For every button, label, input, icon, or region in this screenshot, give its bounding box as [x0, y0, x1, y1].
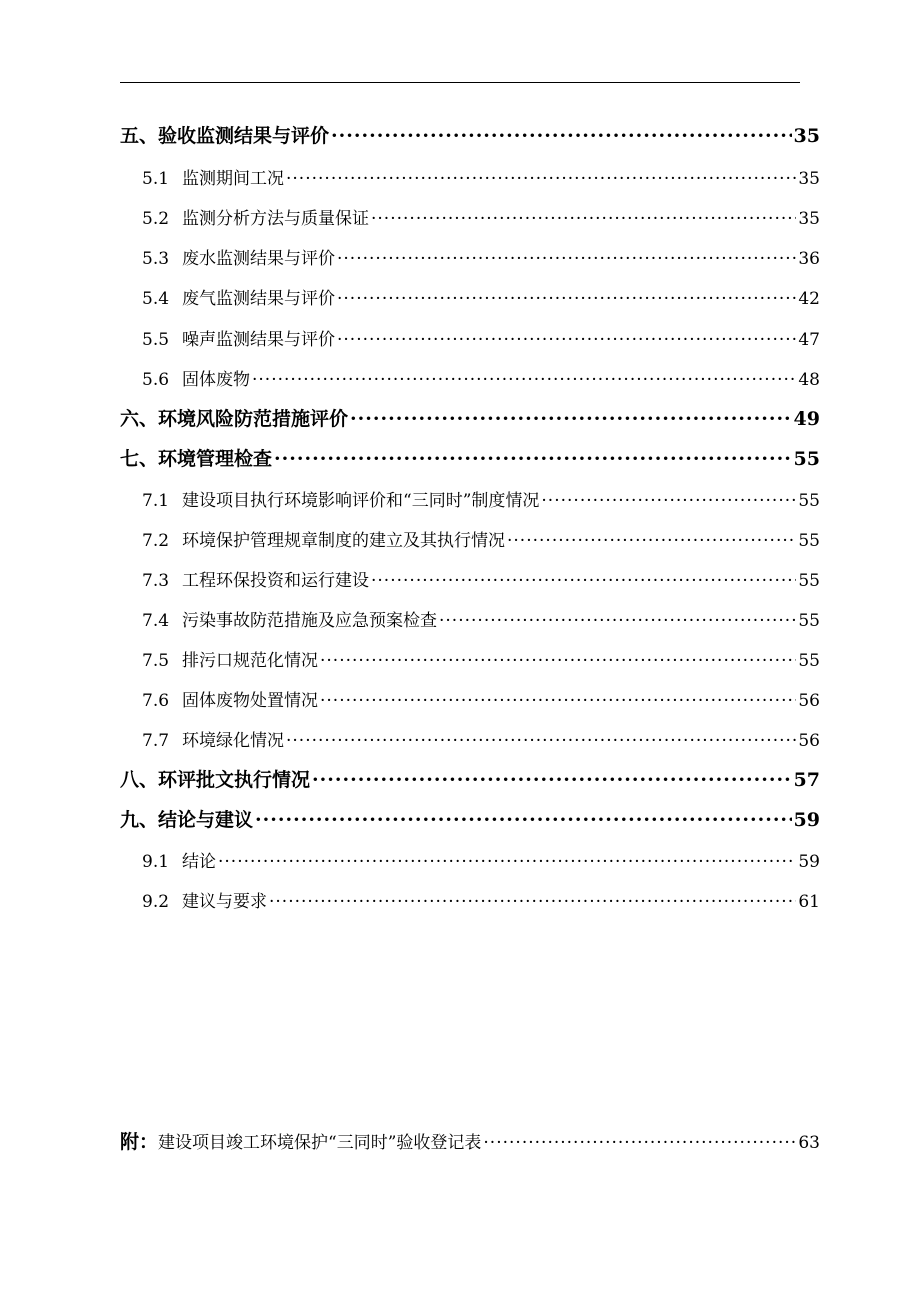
toc-entry-page: 35: [798, 209, 820, 229]
toc-leader: [320, 651, 796, 671]
toc-entry-page: 56: [798, 731, 820, 751]
toc-entry-title: 七、环境管理检查: [120, 448, 273, 470]
toc-entry[interactable]: [120, 686, 820, 711]
toc-entry-title: 建设项目执行环境影响评价和“三同时”制度情况: [182, 491, 540, 511]
toc-entry-number: 7.6: [142, 691, 170, 711]
toc-entry-title: 九、结论与建议: [120, 809, 254, 831]
toc-entry[interactable]: [120, 847, 820, 872]
toc-entry[interactable]: [120, 606, 820, 631]
toc-leader: [274, 448, 792, 470]
toc-leader: [371, 571, 796, 591]
toc-entry-page: 59: [793, 809, 820, 831]
toc-entry-page: 59: [798, 852, 820, 872]
toc-entry-page: 55: [798, 531, 820, 551]
toc-entry-page: 57: [793, 769, 820, 791]
toc-entry-number: 5.2: [142, 209, 170, 229]
toc-entry[interactable]: [120, 887, 820, 912]
toc-entry[interactable]: [120, 566, 820, 591]
toc-entry-number: 7.5: [142, 651, 170, 671]
toc-entry[interactable]: [120, 805, 820, 832]
toc-entry-number: 5.3: [142, 249, 170, 269]
toc-leader: [541, 491, 796, 511]
toc-entry-title: 监测分析方法与质量保证: [182, 209, 369, 229]
toc-entry-page: 42: [798, 289, 820, 309]
toc-entry-title: 环境保护管理规章制度的建立及其执行情况: [182, 531, 505, 551]
toc-appendix-entry[interactable]: [120, 1127, 820, 1154]
toc-entry-number: 9.2: [142, 892, 170, 912]
header-rule: [120, 82, 800, 83]
toc-entry-title: 污染事故防范措施及应急预案检查: [182, 611, 437, 631]
toc-entry-title: 噪声监测结果与评价: [182, 330, 335, 350]
toc-leader: [255, 809, 792, 831]
toc-leader: [312, 769, 792, 791]
toc-entry[interactable]: [120, 726, 820, 751]
toc-entry-page: 48: [798, 370, 820, 390]
toc-entry-number: 7.3: [142, 571, 170, 591]
toc-entry[interactable]: [120, 325, 820, 350]
toc-entry-title: 废气监测结果与评价: [182, 289, 335, 309]
toc-entry-title: 建议与要求: [182, 892, 267, 912]
toc-entry-page: 47: [798, 330, 820, 350]
toc-entry[interactable]: [120, 765, 820, 792]
toc-leader: [337, 330, 796, 350]
toc-entry[interactable]: [120, 121, 820, 148]
toc-leader: [439, 611, 796, 631]
toc-leader: [337, 289, 796, 309]
toc-entry-page: 61: [798, 892, 820, 912]
toc-leader: [269, 892, 796, 912]
toc-leader: [286, 169, 796, 189]
toc-entry[interactable]: [120, 284, 820, 309]
toc-leader: [218, 852, 796, 872]
toc-leader: [483, 1133, 796, 1153]
toc-entry-page: 55: [798, 571, 820, 591]
toc-entry-title: 废水监测结果与评价: [182, 249, 335, 269]
toc-entry-title: 固体废物: [182, 370, 250, 390]
toc-entry-page: 55: [798, 611, 820, 631]
toc-entry[interactable]: [120, 164, 820, 189]
toc-entry-title: 五、验收监测结果与评价: [120, 125, 330, 147]
toc-leader: [507, 531, 796, 551]
toc-entry-title: 工程环保投资和运行建设: [182, 571, 369, 591]
toc-entry-page: 56: [798, 691, 820, 711]
appendix-prefix: 附：: [120, 1131, 159, 1153]
toc-entry-number: 5.4: [142, 289, 170, 309]
toc-entry-title: 环境绿化情况: [182, 731, 284, 751]
toc-entry-page: 35: [798, 169, 820, 189]
toc-entry-number: 9.1: [142, 852, 170, 872]
toc-entry-page: 63: [798, 1133, 820, 1153]
toc-leader: [252, 370, 796, 390]
toc-entry-number: 7.1: [142, 491, 170, 511]
toc-entry-page: 35: [793, 125, 820, 147]
toc-entry-title: 六、环境风险防范措施评价: [120, 408, 349, 430]
toc-leader: [337, 249, 796, 269]
toc-entry-title: 八、环评批文执行情况: [120, 769, 311, 791]
toc-entry-number: 5.5: [142, 330, 170, 350]
toc-leader: [331, 125, 792, 147]
toc-entry-title: 固体废物处置情况: [182, 691, 318, 711]
toc-leader: [286, 731, 796, 751]
toc-entry-number: 5.6: [142, 370, 170, 390]
toc-entry[interactable]: [120, 365, 820, 390]
toc-entry-page: 55: [798, 651, 820, 671]
toc-entry-title: 结论: [182, 852, 216, 872]
toc-entry-number: 7.7: [142, 731, 170, 751]
toc-entry[interactable]: [120, 526, 820, 551]
toc-leader: [320, 691, 796, 711]
toc-entry[interactable]: [120, 486, 820, 511]
toc-entry[interactable]: [120, 404, 820, 431]
toc-entry-number: 7.2: [142, 531, 170, 551]
toc-entry[interactable]: [120, 444, 820, 471]
toc-entry[interactable]: [120, 204, 820, 229]
toc-entry-number: 5.1: [142, 169, 170, 189]
toc-entry-page: 36: [798, 249, 820, 269]
toc-entry[interactable]: [120, 646, 820, 671]
toc-entry-page: 55: [798, 491, 820, 511]
toc-entry[interactable]: [120, 244, 820, 269]
toc-entry-page: 55: [793, 448, 820, 470]
toc-entry-title: 建设项目竣工环境保护“三同时”验收登记表: [158, 1133, 482, 1153]
toc-entry-number: 7.4: [142, 611, 170, 631]
toc-entry-title: 监测期间工况: [182, 169, 284, 189]
toc-entry-page: 49: [793, 408, 820, 430]
toc-leader: [371, 209, 796, 229]
toc-entry-title: 排污口规范化情况: [182, 651, 318, 671]
toc-leader: [350, 408, 792, 430]
